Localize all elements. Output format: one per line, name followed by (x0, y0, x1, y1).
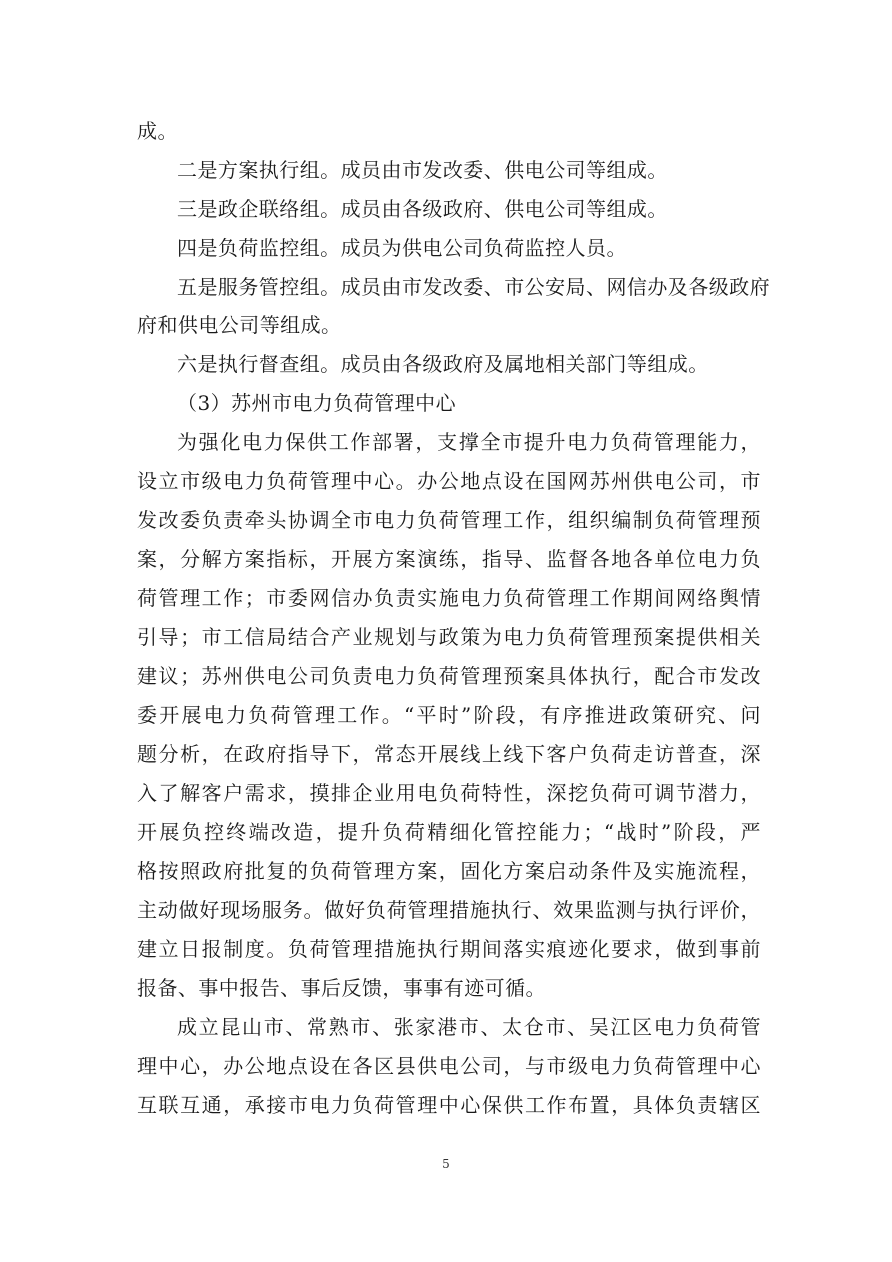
text-line: 为强化电力保供工作部署，支撑全市提升电力负荷管理能力， (177, 430, 761, 454)
text-line: 案，分解方案指标，开展方案演练，指导、监督各地各单位电力负 (137, 547, 761, 571)
text-line: 二是方案执行组。成员由市发改委、供电公司等组成。 (177, 158, 668, 182)
text-line: 引导；市工信局结合产业规划与政策为电力负荷管理预案提供相关 (137, 625, 761, 649)
text-line: 入了解客户需求，摸排企业用电负荷特性，深挖负荷可调节潜力， (137, 781, 761, 805)
text-line: 题分析，在政府指导下，常态开展线上线下客户负荷走访普查，深 (137, 742, 761, 766)
text-line: 府和供电公司等组成。 (137, 313, 342, 337)
text-line: 格按照政府批复的负荷管理方案，固化方案启动条件及实施流程， (137, 859, 761, 883)
text-line: 主动做好现场服务。做好负荷管理措施执行、效果监测与执行评价， (137, 898, 761, 922)
text-line: 成立昆山市、常熟市、张家港市、太仓市、吴江区电力负荷管 (177, 1015, 761, 1039)
text-line: 发改委负责牵头协调全市电力负荷管理工作，组织编制负荷管理预 (137, 508, 761, 532)
text-line: 报备、事中报告、事后反馈，事事有迹可循。 (137, 976, 546, 1000)
text-line: 互联互通，承接市电力负荷管理中心保供工作布置，具体负责辖区 (137, 1093, 761, 1117)
section-heading: （3）苏州市电力负荷管理中心 (177, 391, 457, 415)
text-line: 委开展电力负荷管理工作。“平时”阶段，有序推进政策研究、问 (137, 703, 761, 727)
text-line: 四是负荷监控组。成员为供电公司负荷监控人员。 (177, 236, 627, 260)
text-line: 建立日报制度。负荷管理措施执行期间落实痕迹化要求，做到事前 (137, 937, 761, 961)
text-line: 五是服务管控组。成员由市发改委、市公安局、网信办及各级政府 (177, 275, 771, 299)
text-line: 成。 (137, 119, 178, 143)
page-number: 5 (442, 1157, 450, 1171)
text-line: 建议；苏州供电公司负责电力负荷管理预案具体执行，配合市发改 (137, 664, 761, 688)
text-line: 开展负控终端改造，提升负荷精细化管控能力；“战时”阶段，严 (137, 820, 761, 844)
text-line: 荷管理工作；市委网信办负责实施电力负荷管理工作期间网络舆情 (137, 586, 761, 610)
text-line: 理中心，办公地点设在各区县供电公司，与市级电力负荷管理中心 (137, 1054, 761, 1078)
text-line: 三是政企联络组。成员由各级政府、供电公司等组成。 (177, 197, 668, 221)
text-line: 六是执行督查组。成员由各级政府及属地相关部门等组成。 (177, 352, 709, 376)
text-line: 设立市级电力负荷管理中心。办公地点设在国网苏州供电公司，市 (137, 469, 761, 493)
